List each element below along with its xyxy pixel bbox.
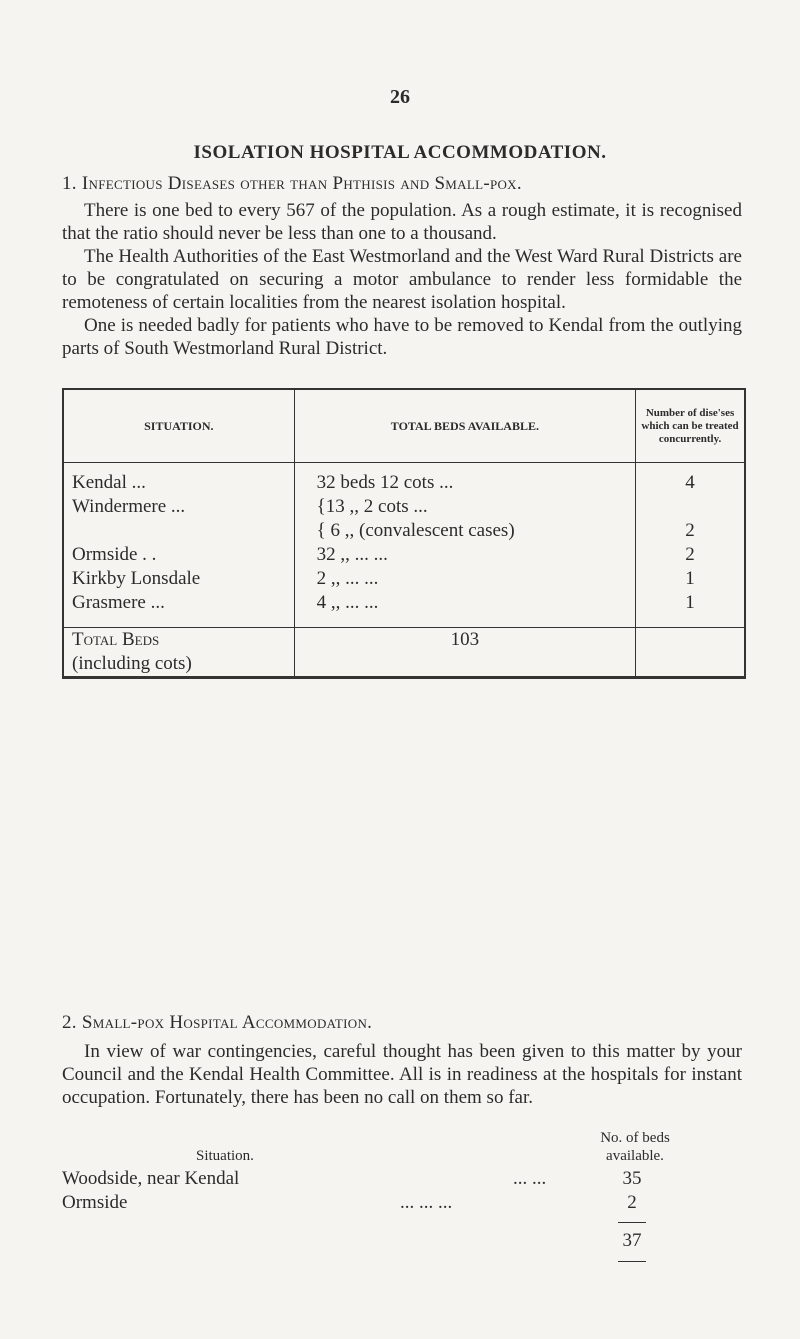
beds-windermere-1: {13 ,, 2 cots ... <box>316 496 428 517</box>
page-title: ISOLATION HOSPITAL ACCOMMODATION. <box>193 142 607 163</box>
beds-kendal: 32 beds 12 cots ... <box>316 472 454 493</box>
section-1-paragraph-2: The Health Authorities of the East Westmorland and the West Ward Rural Districts are to be congratulated on securing a motor ambulance to render less formidable the remoteness of certain localities from the nearest isolation hospital. <box>62 246 742 313</box>
section-1-paragraph-1: There is one bed to every 567 of the population. As a rough estimate, it is recognised that the ratio should never be less than one to a thousand. <box>62 200 742 244</box>
smallpox-woodside-dots: ... ... <box>513 1168 547 1189</box>
situation-kirkby-lonsdale: Kirkby Lonsdale <box>72 568 201 589</box>
smallpox-woodside-name: Woodside, near Kendal <box>62 1168 240 1189</box>
total-label-cell <box>63 628 294 678</box>
smallpox-woodside-beds: 35 <box>622 1168 642 1189</box>
concurrent-windermere: 2 <box>685 520 695 541</box>
header-total-beds: TOTAL BEDS AVAILABLE. <box>294 389 635 463</box>
sum-rule-top <box>618 1222 646 1223</box>
smallpox-ormside-beds: 2 <box>627 1192 637 1213</box>
section-2-heading: 2. Small-pox Hospital Accommodation. <box>62 1012 373 1033</box>
total-value: 103 <box>294 628 635 678</box>
smallpox-header-situation: Situation. <box>196 1148 254 1164</box>
page-number: 26 <box>390 86 410 108</box>
smallpox-ormside-dots: ... ... ... <box>400 1192 453 1213</box>
situation-column <box>63 463 294 628</box>
section-1-paragraph-3: One is needed badly for patients who have to be removed to Kendal from the outlying parts of South Westmorland Rural District. <box>62 315 742 359</box>
total-concurrent-empty <box>636 628 745 678</box>
beds-ormside: 32 ,, ... ... <box>316 544 388 565</box>
concurrent-windermere-blank <box>636 495 744 519</box>
concurrent-column <box>636 463 745 628</box>
smallpox-total: 37 <box>622 1230 642 1251</box>
concurrent-ormside: 2 <box>685 544 695 565</box>
beds-column <box>294 463 635 628</box>
section-2-paragraph-1: In view of war contingencies, careful thought has been given to this matter by your Council and the Kendal Health Committee. All is in readiness at the hospitals for instant occupation. Fortunately, there has been no call on them so far. <box>62 1041 742 1108</box>
concurrent-kendal: 4 <box>685 472 695 493</box>
situation-ormside: Ormside . . <box>72 544 157 565</box>
beds-grasmere: 4 ,, ... ... <box>316 592 379 613</box>
section-1-heading: 1. Infectious Diseases other than Phthisis and Small-pox. <box>62 173 522 194</box>
beds-windermere-2: { 6 ,, (convalescent cases) <box>316 520 515 541</box>
smallpox-ormside-name: Ormside <box>62 1192 128 1213</box>
total-label: Total Beds <box>72 629 160 650</box>
header-situation: SITUATION. <box>63 389 294 463</box>
smallpox-header-beds-2: available. <box>606 1148 664 1164</box>
situation-grasmere: Grasmere ... <box>72 592 165 613</box>
situation-windermere: Windermere ... <box>72 496 186 517</box>
situation-kendal: Kendal ... <box>72 472 146 493</box>
situation-blank <box>64 519 294 543</box>
concurrent-kirkby-lonsdale: 1 <box>685 568 695 589</box>
isolation-beds-table <box>62 388 746 679</box>
total-sublabel: (including cots) <box>72 653 192 674</box>
smallpox-header-beds-1: No. of beds <box>600 1130 670 1146</box>
header-concurrent: Number of dise'ses which can be treated concurrently. <box>636 389 745 463</box>
beds-kirkby-lonsdale: 2 ,, ... ... <box>316 568 379 589</box>
concurrent-grasmere: 1 <box>685 592 695 613</box>
sum-rule-bottom <box>618 1261 646 1262</box>
